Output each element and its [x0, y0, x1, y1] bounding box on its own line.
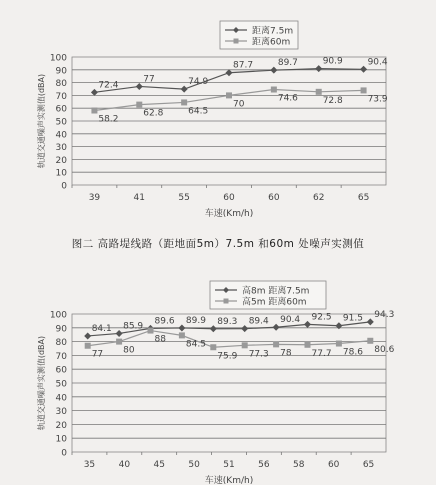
y-tick-label: 80 — [55, 338, 67, 349]
y-tick-label: 40 — [55, 393, 67, 404]
data-label: 91.5 — [342, 313, 363, 324]
y-tick-label: 10 — [55, 168, 67, 179]
data-point — [178, 324, 185, 331]
data-point — [84, 332, 91, 339]
data-point — [226, 69, 233, 76]
y-tick-label: 30 — [55, 407, 67, 418]
x-tick-label: 62 — [312, 193, 325, 203]
x-axis-title: 车速(Km/h) — [204, 476, 254, 485]
y-axis-title: 轨道交通噪声实测值(dBA) — [37, 335, 46, 431]
data-label: 62.8 — [143, 108, 164, 119]
legend-marker — [234, 39, 239, 44]
data-label: 74.6 — [277, 93, 298, 104]
data-point — [241, 325, 248, 332]
y-tick-label: 50 — [55, 379, 67, 390]
data-label: 92.5 — [311, 312, 332, 323]
y-tick-label: 30 — [55, 143, 67, 154]
y-tick-label: 90 — [55, 324, 67, 335]
data-label: 78 — [280, 348, 292, 359]
y-tick-label: 60 — [55, 104, 67, 115]
y-tick-label: 70 — [55, 91, 67, 102]
legend-label: 距离7.5m — [252, 26, 294, 37]
x-tick-label: 40 — [118, 460, 131, 470]
data-point — [116, 339, 122, 345]
data-point — [85, 343, 91, 349]
x-tick-label: 51 — [223, 460, 235, 470]
data-label: 89.4 — [248, 316, 269, 327]
data-label: 84.1 — [91, 323, 112, 334]
data-label: 58.2 — [98, 114, 119, 125]
data-point — [336, 341, 342, 347]
data-label: 89.6 — [154, 316, 175, 327]
data-point — [316, 89, 322, 95]
legend-label: 距离60m — [252, 37, 291, 48]
data-point — [91, 89, 98, 96]
data-point — [242, 342, 248, 348]
data-label: 64.5 — [188, 106, 209, 117]
x-tick-label: 65 — [362, 460, 375, 470]
data-point — [273, 324, 280, 331]
y-tick-label: 90 — [55, 66, 67, 77]
data-point — [367, 338, 373, 344]
data-point — [210, 344, 216, 350]
figure-caption: 图二 高路堤线路（距地面5m）7.5m 和60m 处噪声实测值 — [71, 238, 365, 250]
data-point — [148, 328, 154, 334]
data-point — [271, 87, 277, 93]
data-label: 89.7 — [277, 58, 298, 69]
data-label: 77.3 — [248, 349, 269, 360]
x-tick-label: 35 — [83, 460, 96, 470]
y-tick-label: 0 — [61, 181, 67, 192]
y-axis-title: 轨道交通噪声实测值(dBA) — [37, 73, 46, 169]
y-tick-label: 10 — [55, 434, 67, 445]
data-label: 90.9 — [322, 56, 343, 67]
data-point — [315, 65, 322, 72]
data-point — [304, 321, 311, 328]
data-label: 74.9 — [188, 77, 209, 88]
data-label: 87.7 — [233, 60, 254, 71]
data-label: 90.4 — [280, 315, 301, 326]
data-point — [273, 341, 279, 347]
y-tick-label: 40 — [55, 130, 67, 141]
y-tick-label: 80 — [55, 79, 67, 90]
data-point — [270, 67, 277, 74]
y-tick-label: 50 — [55, 117, 67, 128]
data-point — [210, 325, 217, 332]
data-point — [136, 102, 142, 108]
legend-label: 高8m 距离7.5m — [242, 286, 310, 297]
data-label: 88 — [154, 334, 166, 345]
data-point — [361, 87, 367, 93]
y-tick-label: 100 — [49, 310, 67, 321]
x-tick-label: 65 — [357, 193, 370, 203]
data-label: 90.4 — [367, 57, 388, 68]
data-label: 84.5 — [185, 339, 206, 350]
data-label: 72.4 — [98, 80, 119, 91]
x-tick-label: 55 — [178, 193, 190, 203]
data-point — [116, 330, 123, 337]
chart-2 — [0, 250, 436, 485]
chart-1 — [0, 0, 436, 228]
data-point — [91, 108, 97, 114]
y-tick-label: 60 — [55, 365, 67, 376]
data-point — [136, 83, 143, 90]
data-label: 78.6 — [342, 347, 363, 358]
x-tick-label: 60 — [223, 193, 235, 203]
x-tick-label: 39 — [88, 193, 101, 203]
data-label: 72.8 — [322, 95, 343, 106]
x-tick-label: 41 — [133, 193, 146, 203]
x-tick-label: 60 — [327, 460, 340, 470]
y-tick-label: 20 — [55, 155, 67, 166]
legend-marker — [224, 299, 229, 304]
data-point — [305, 342, 311, 348]
y-tick-label: 20 — [55, 420, 67, 431]
data-point — [367, 318, 374, 325]
data-label: 94.3 — [374, 309, 395, 320]
data-label: 89.9 — [185, 315, 206, 326]
x-tick-label: 56 — [258, 460, 270, 470]
x-tick-label: 45 — [153, 460, 165, 470]
data-label: 85.9 — [123, 321, 144, 332]
x-tick-label: 50 — [188, 460, 200, 470]
y-tick-label: 70 — [55, 351, 67, 362]
y-tick-label: 100 — [49, 53, 67, 64]
data-point — [360, 66, 367, 73]
y-tick-label: 0 — [61, 448, 67, 459]
data-label: 77 — [143, 74, 155, 85]
data-point — [181, 86, 188, 93]
data-point — [181, 99, 187, 105]
data-label: 73.9 — [367, 94, 388, 105]
data-label: 77.7 — [311, 348, 332, 359]
data-label: 80.6 — [374, 344, 395, 355]
data-point — [226, 92, 232, 98]
data-label: 80 — [123, 345, 135, 356]
x-axis-title: 车速(Km/h) — [204, 209, 254, 219]
x-tick-label: 60 — [268, 193, 280, 203]
legend-label: 高5m 距离60m — [242, 297, 307, 308]
data-point — [179, 332, 185, 338]
data-label: 77 — [91, 349, 104, 360]
data-label: 89.3 — [217, 316, 238, 327]
data-label: 70 — [233, 99, 245, 110]
data-label: 75.9 — [217, 351, 238, 362]
x-tick-label: 58 — [293, 460, 305, 470]
